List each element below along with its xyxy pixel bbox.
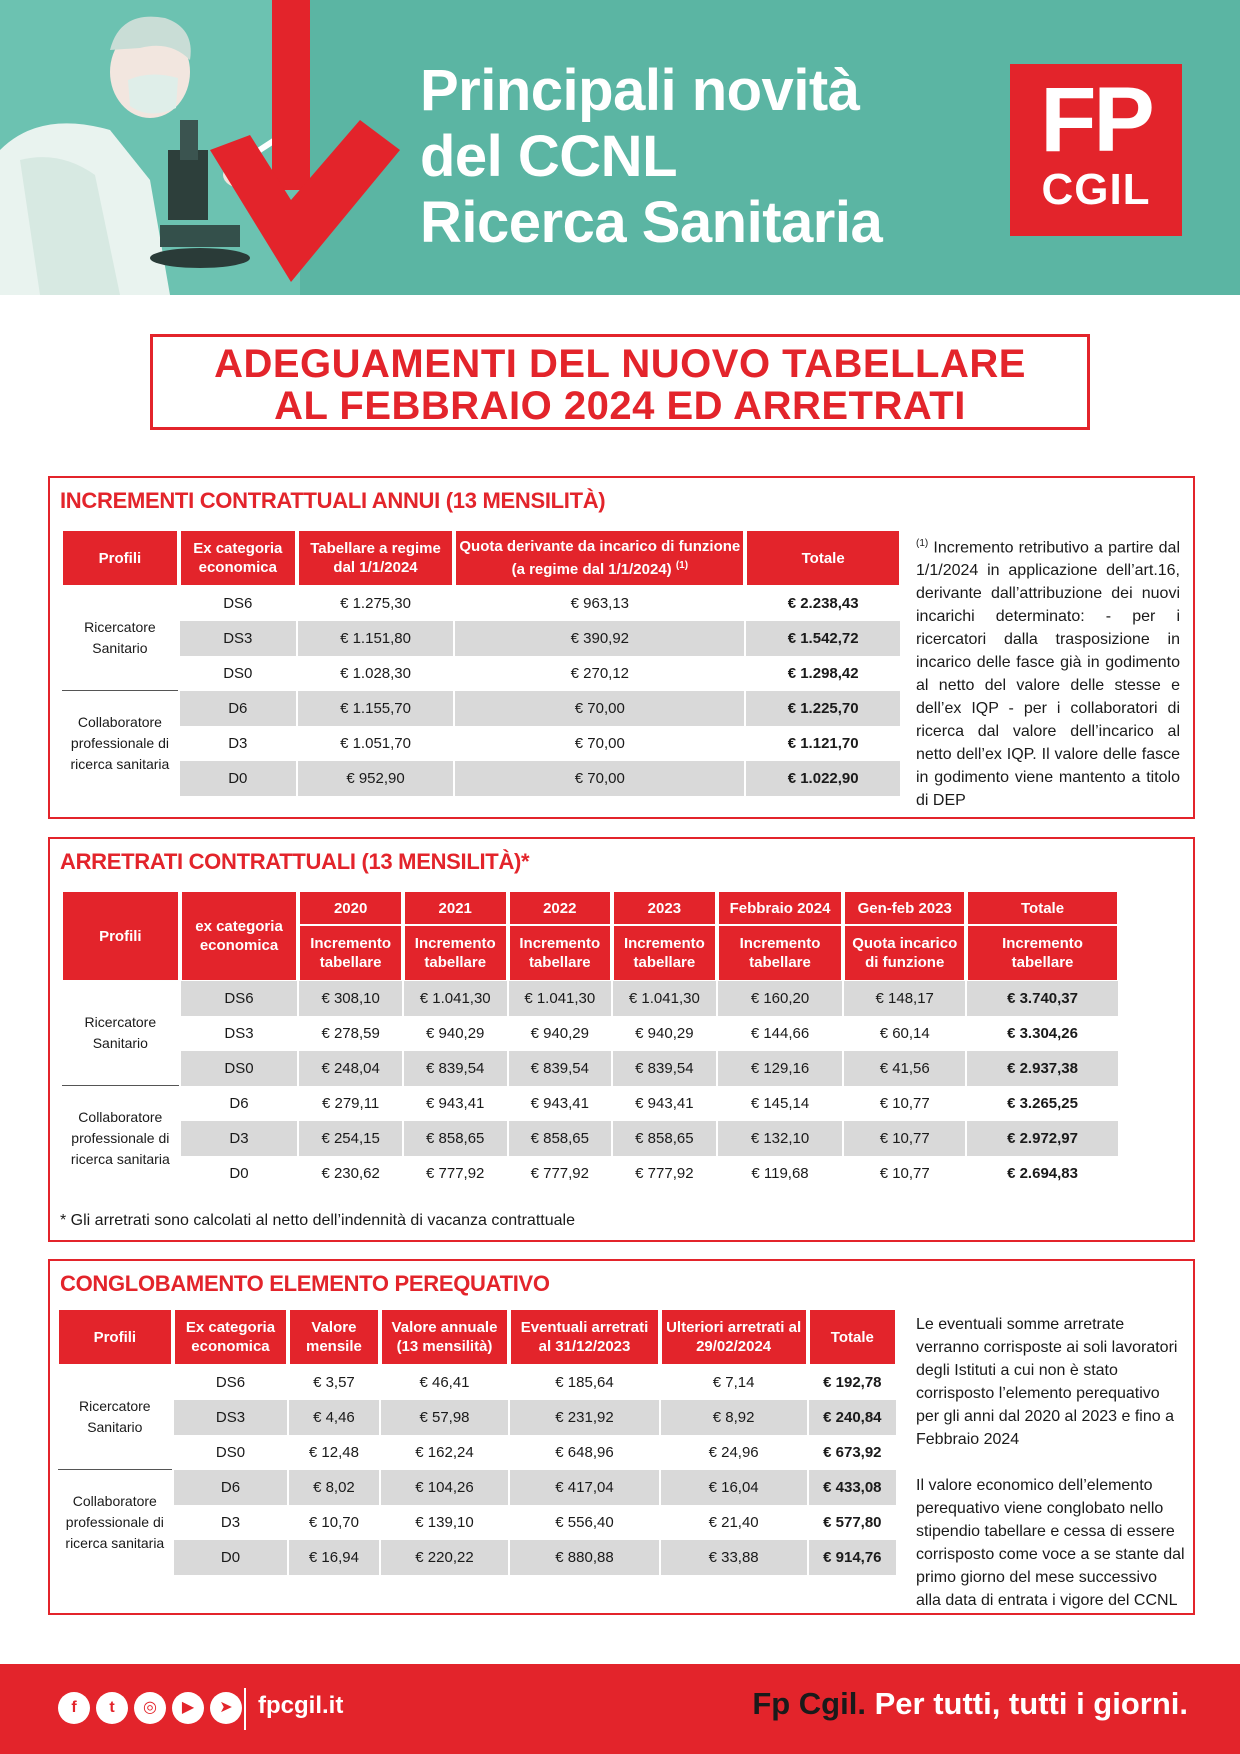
category-cell: D6 <box>174 1470 288 1505</box>
total-cell: € 1.225,70 <box>746 691 900 726</box>
value-cell: € 254,15 <box>299 1121 402 1156</box>
value-cell: € 248,04 <box>299 1051 402 1086</box>
value-cell: € 132,10 <box>718 1121 843 1156</box>
website-link[interactable]: fpcgil.it <box>258 1692 344 1719</box>
header-cell: 2020 <box>299 891 402 925</box>
header-cell: Valore annuale (13 mensilità) <box>381 1309 509 1365</box>
value-cell: € 278,59 <box>321 1025 380 1042</box>
section-conglobamento <box>48 1259 1195 1615</box>
value-cell: € 70,00 <box>455 761 744 796</box>
header-cell: Febbraio 2024 <box>718 891 843 925</box>
conglobamento-notes <box>916 1313 1186 1612</box>
profile-label: Ricercatore Sanitario <box>62 981 179 1086</box>
note-text: Incremento retributivo a partire dal 1/1/2024 in applicazione dell’art.16, derivante dall’attribuzione dei nuovi incarichi determinato: - per i ricercatori dalla trasposizione in incarico delle fasce già in godimento al netto del valore delle stesse e dell’ex IQP - per i collaboratori di ricerca dal valore dell’incarico al netto dell’ex IQP. Il valore delle fasce in godimento viene mantento a titolo di DEP <box>916 539 1181 810</box>
header-text: Quota derivante da incarico di funzione (a regime dal 1/1/2024) <box>459 538 741 578</box>
header-cell: Ex categoria economica <box>174 1309 288 1365</box>
value-cell: € 139,10 <box>415 1514 474 1531</box>
table-row <box>62 1016 1118 1051</box>
category-cell: D0 <box>174 1540 288 1575</box>
header-cell: Valore mensile <box>289 1309 378 1365</box>
header-title <box>420 58 882 256</box>
total-cell: € 1.298,42 <box>787 665 859 682</box>
value-cell: € 220,22 <box>381 1540 509 1575</box>
table-row <box>62 981 1118 1016</box>
category-cell: D6 <box>180 691 296 726</box>
value-cell: € 162,24 <box>415 1444 474 1461</box>
table-row <box>58 1435 896 1470</box>
header-title-line: Ricerca Sanitaria <box>420 190 883 255</box>
section-title: ARRETRATI CONTRATTUALI (13 MENSILITÀ)* <box>60 849 530 874</box>
total-cell: € 1.121,70 <box>787 735 859 752</box>
value-cell: € 230,62 <box>321 1165 380 1182</box>
value-cell: € 940,29 <box>426 1025 485 1042</box>
table-row <box>62 1051 1118 1086</box>
value-cell: € 1.041,30 <box>613 981 716 1016</box>
header-cell <box>455 530 744 586</box>
value-cell: € 70,00 <box>574 735 625 752</box>
value-cell: € 70,00 <box>455 691 744 726</box>
category-cell: DS0 <box>181 1051 298 1086</box>
total-cell: € 433,08 <box>809 1470 896 1505</box>
sub-header-cell: Quota incarico di funzione <box>844 925 965 981</box>
youtube-icon[interactable]: ▶ <box>172 1692 204 1724</box>
header-cell: Totale <box>967 891 1118 925</box>
total-cell: € 2.694,83 <box>1007 1165 1078 1182</box>
value-cell: € 16,04 <box>661 1470 807 1505</box>
value-cell: € 777,92 <box>635 1165 694 1182</box>
value-cell: € 308,10 <box>299 981 402 1016</box>
total-cell: € 1.022,90 <box>746 761 900 796</box>
value-cell: € 648,96 <box>555 1444 614 1461</box>
value-cell: € 858,65 <box>613 1121 716 1156</box>
table-row <box>58 1470 896 1505</box>
footer-divider <box>244 1688 246 1730</box>
section-title: CONGLOBAMENTO ELEMENTO PEREQUATIVO <box>60 1271 550 1296</box>
value-cell: € 777,92 <box>426 1165 485 1182</box>
total-cell: € 3.740,37 <box>967 981 1118 1016</box>
value-cell: € 145,14 <box>750 1095 810 1112</box>
total-cell: € 673,92 <box>823 1444 882 1461</box>
sub-header-cell: Incremento tabellare <box>404 925 507 981</box>
header-cell: ex categoria economica <box>181 891 298 981</box>
value-cell: € 12,48 <box>308 1444 359 1461</box>
table-row <box>58 1365 896 1400</box>
total-cell: € 2.937,38 <box>967 1051 1118 1086</box>
sub-header-cell: Incremento tabellare <box>967 925 1118 981</box>
sub-header-cell: Incremento tabellare <box>299 925 402 981</box>
header-cell: Eventuali arretrati al 31/12/2023 <box>510 1309 658 1365</box>
social-links <box>58 1692 242 1724</box>
category-cell: DS6 <box>215 1374 246 1391</box>
category-cell: DS6 <box>181 981 298 1016</box>
value-cell: € 1.051,70 <box>340 735 411 752</box>
header-cell: Ex categoria economica <box>180 530 296 586</box>
profile-label: Collaboratore professionale di ricerca sanitaria <box>58 1470 172 1575</box>
down-arrow-graphic <box>190 0 410 285</box>
value-cell: € 1.041,30 <box>404 981 507 1016</box>
total-cell: € 914,76 <box>809 1540 896 1575</box>
value-cell: € 3,57 <box>313 1374 355 1391</box>
table-row <box>62 726 900 761</box>
value-cell: € 60,14 <box>879 1025 930 1042</box>
value-cell: € 4,46 <box>289 1400 378 1435</box>
value-cell: € 24,96 <box>708 1444 759 1461</box>
value-cell: € 1.275,30 <box>340 595 411 612</box>
fp-cgil-logo <box>1010 64 1182 236</box>
value-cell: € 10,77 <box>844 1121 965 1156</box>
header-cell: Totale <box>809 1309 896 1365</box>
total-cell: € 2.238,43 <box>787 595 859 612</box>
profile-label: Collaboratore professionale di ricerca sanitaria <box>62 691 178 796</box>
value-cell: € 21,40 <box>708 1514 759 1531</box>
value-cell: € 943,41 <box>426 1095 485 1112</box>
arretrati-table <box>60 891 1120 1191</box>
value-cell: € 33,88 <box>661 1540 807 1575</box>
value-cell: € 417,04 <box>510 1470 658 1505</box>
header-cell: Gen-feb 2023 <box>844 891 965 925</box>
total-cell: € 3.304,26 <box>1007 1025 1078 1042</box>
header-cell: 2023 <box>613 891 716 925</box>
value-cell: € 185,64 <box>555 1374 614 1391</box>
total-cell: € 2.972,97 <box>967 1121 1118 1156</box>
header-cell: Totale <box>746 530 900 586</box>
table-row <box>58 1400 896 1435</box>
value-cell: € 1.155,70 <box>298 691 454 726</box>
value-cell: € 839,54 <box>613 1051 716 1086</box>
value-cell: € 16,94 <box>289 1540 378 1575</box>
sub-header-cell: Incremento tabellare <box>613 925 716 981</box>
footer-slogan <box>752 1686 1188 1722</box>
logo-cgil-text: CGIL <box>1041 165 1151 214</box>
section-arretrati <box>48 837 1195 1242</box>
value-cell: € 129,16 <box>718 1051 843 1086</box>
value-cell: € 231,92 <box>510 1400 658 1435</box>
category-cell: DS3 <box>224 1025 254 1042</box>
table-row <box>62 656 900 691</box>
total-cell: € 577,80 <box>823 1514 882 1531</box>
category-cell: D3 <box>181 1121 298 1156</box>
footer-bar <box>0 1664 1240 1754</box>
category-cell: D0 <box>229 1165 249 1182</box>
value-cell: € 8,92 <box>661 1400 807 1435</box>
note-paragraph: Le eventuali somme arretrate verranno corrisposte ai soli lavoratori degli Istituti a cui non è stato corrisposto l’elemento perequativo per gli anni dal 2020 al 2023 e fino a Febbraio 2024 <box>916 1316 1178 1448</box>
header-cell: 2022 <box>509 891 612 925</box>
header-banner <box>0 0 1240 295</box>
value-cell: € 279,11 <box>321 1095 380 1112</box>
table-row <box>62 1156 1118 1191</box>
footnote-mark: (1) <box>916 538 929 549</box>
main-title-line2: AL FEBBRAIO 2024 ED ARRETRATI <box>274 384 966 428</box>
logo-fp-text: FP <box>1040 69 1152 171</box>
value-cell: € 1.028,30 <box>340 665 411 682</box>
header-cell: 2021 <box>404 891 507 925</box>
value-cell: € 952,90 <box>298 761 454 796</box>
category-cell: DS0 <box>215 1444 246 1461</box>
header-title-line: Principali novità <box>420 58 860 123</box>
table-row <box>62 621 900 656</box>
category-cell: D3 <box>228 735 248 752</box>
value-cell: € 839,54 <box>404 1051 507 1086</box>
category-cell: D0 <box>180 761 296 796</box>
header-cell: Ulteriori arretrati al 29/02/2024 <box>661 1309 807 1365</box>
value-cell: € 858,65 <box>404 1121 507 1156</box>
telegram-icon[interactable]: ➤ <box>210 1692 242 1724</box>
incrementi-table <box>60 530 902 796</box>
table-row <box>62 691 900 726</box>
header-cell: Profili <box>62 530 178 586</box>
category-cell: DS3 <box>174 1400 288 1435</box>
profile-label: Ricercatore Sanitario <box>62 586 178 691</box>
header-cell: Profili <box>58 1309 172 1365</box>
total-cell: € 3.265,25 <box>1007 1095 1078 1112</box>
table-row <box>62 1121 1118 1156</box>
twitter-icon[interactable]: t <box>96 1692 128 1724</box>
value-cell: € 777,92 <box>530 1165 589 1182</box>
value-cell: € 270,12 <box>570 665 630 682</box>
main-title-line1: ADEGUAMENTI DEL NUOVO TABELLARE <box>214 342 1026 386</box>
value-cell: € 148,17 <box>844 981 965 1016</box>
table-row <box>62 586 900 621</box>
value-cell: € 10,77 <box>879 1165 930 1182</box>
footnote-mark: (1) <box>675 560 689 571</box>
value-cell: € 940,29 <box>530 1025 589 1042</box>
value-cell: € 144,66 <box>750 1025 810 1042</box>
value-cell: € 839,54 <box>509 1051 612 1086</box>
value-cell: € 556,40 <box>555 1514 614 1531</box>
value-cell: € 943,41 <box>530 1095 589 1112</box>
value-cell: € 160,20 <box>718 981 843 1016</box>
facebook-icon[interactable]: f <box>58 1692 90 1724</box>
total-cell: € 1.542,72 <box>746 621 900 656</box>
value-cell: € 880,88 <box>510 1540 658 1575</box>
table-row <box>62 1086 1118 1121</box>
table-row <box>62 761 900 796</box>
section-title: INCREMENTI CONTRATTUALI ANNUI (13 MENSILITÀ) <box>60 488 606 513</box>
section-incrementi-annui <box>48 476 1195 819</box>
slogan-text: Per tutti, tutti i giorni. <box>874 1686 1188 1721</box>
category-cell: DS3 <box>180 621 296 656</box>
conglobamento-table <box>56 1309 898 1575</box>
value-cell: € 10,77 <box>879 1095 930 1112</box>
value-cell: € 963,13 <box>570 595 630 612</box>
profile-label: Ricercatore Sanitario <box>58 1365 172 1470</box>
value-cell: € 940,29 <box>635 1025 694 1042</box>
main-title-box <box>150 334 1090 430</box>
value-cell: € 57,98 <box>381 1400 509 1435</box>
header-cell: Profili <box>62 891 179 981</box>
value-cell: € 41,56 <box>844 1051 965 1086</box>
value-cell: € 858,65 <box>509 1121 612 1156</box>
table-row <box>58 1505 896 1540</box>
category-cell: DS6 <box>223 595 253 612</box>
note-paragraph: Il valore economico dell’elemento perequativo viene conglobato nello stipendio tabellare e cessa di essere corrisposto come voce a se stante dal primo giorno del mese successivo alla data di entrata i vigore del CCNL <box>916 1477 1185 1609</box>
value-cell: € 7,14 <box>712 1374 755 1391</box>
value-cell: € 46,41 <box>419 1374 470 1391</box>
category-cell: D3 <box>220 1514 241 1531</box>
sub-header-cell: Incremento tabellare <box>509 925 612 981</box>
category-cell: D6 <box>229 1095 249 1112</box>
instagram-icon[interactable]: ◎ <box>134 1692 166 1724</box>
category-cell: DS0 <box>223 665 253 682</box>
total-cell: € 192,78 <box>823 1374 882 1391</box>
value-cell: € 8,02 <box>289 1470 378 1505</box>
table-row <box>58 1540 896 1575</box>
arretrati-footnote: * Gli arretrati sono calcolati al netto dell’indennità di vacanza contrattuale <box>60 1212 575 1229</box>
sub-header-cell: Incremento tabellare <box>718 925 843 981</box>
total-cell: € 240,84 <box>809 1400 896 1435</box>
value-cell: € 119,68 <box>751 1165 809 1182</box>
value-cell: € 1.041,30 <box>509 981 612 1016</box>
profile-label: Collaboratore professionale di ricerca sanitaria <box>62 1086 179 1191</box>
value-cell: € 1.151,80 <box>298 621 454 656</box>
value-cell: € 10,70 <box>308 1514 359 1531</box>
value-cell: € 390,92 <box>455 621 744 656</box>
value-cell: € 943,41 <box>635 1095 694 1112</box>
slogan-brand: Fp Cgil. <box>752 1686 866 1721</box>
value-cell: € 104,26 <box>381 1470 509 1505</box>
header-title-line: del CCNL <box>420 124 677 189</box>
incremento-note <box>916 532 1180 812</box>
header-cell: Tabellare a regime dal 1/1/2024 <box>298 530 454 586</box>
